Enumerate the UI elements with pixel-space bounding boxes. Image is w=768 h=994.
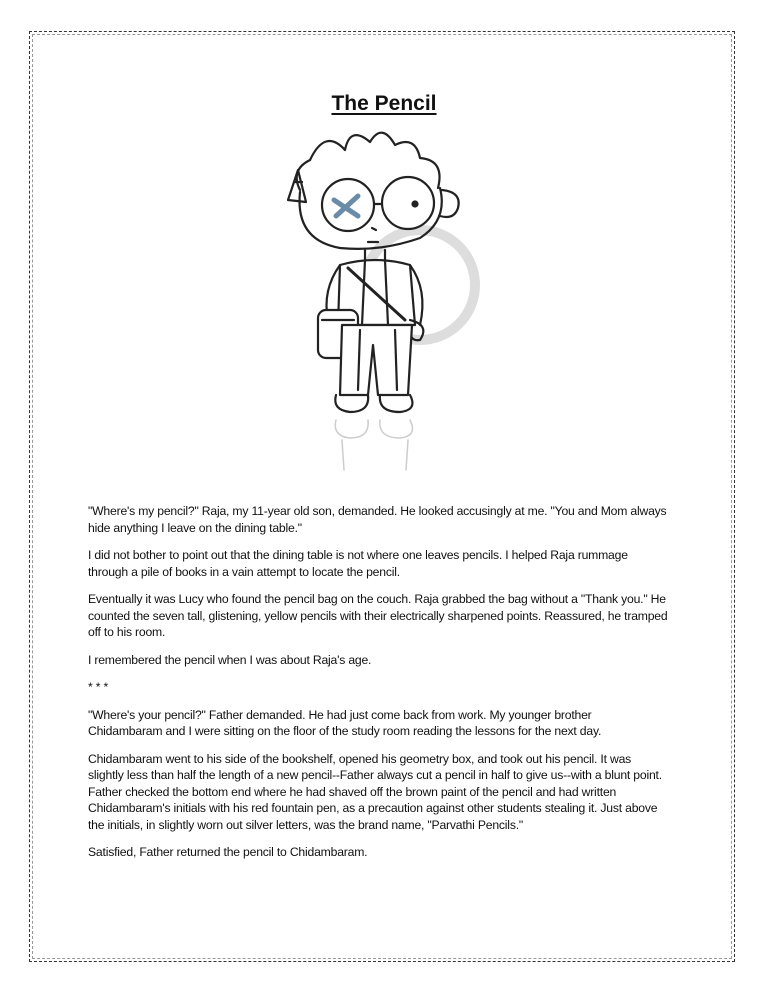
paragraph: I did not bother to point out that the dining table is not where one leaves pencils. I helped Raja rummage through a pile of books in a vain attempt to locate the pencil. xyxy=(88,548,628,579)
document-title: The Pencil xyxy=(331,92,437,115)
paragraph: Eventually it was Lucy who found the pencil bag on the couch. Raja grabbed the bag without a "Thank you." He counted the seven tall, glistening, yellow pencils with their electrically sharpened points. Reassured, he tramped off to his room. xyxy=(88,592,668,639)
paragraph: Satisfied, Father returned the pencil to Chidambaram. xyxy=(88,845,368,859)
boy-with-pencil-illustration xyxy=(270,120,500,490)
section-break: * * * xyxy=(88,680,109,694)
paragraph: "Where's your pencil?" Father demanded. He had just come back from work. My younger brother Chidambaram and I were sitting on the floor of the study room reading the lessons for the next day. xyxy=(88,707,602,738)
paragraph: I remembered the pencil when I was about Raja's age. xyxy=(88,652,372,667)
story-text xyxy=(88,503,668,872)
paragraph: "Where's my pencil?" Raja, my 11-year old son, demanded. He looked accusingly at me. "You and Mom always hide anything I leave on the dining table." xyxy=(88,504,667,535)
paragraph: Chidambaram went to his side of the bookshelf, opened his geometry box, and took out his pencil. It was slightly less than half the length of a new pencil--Father always cut a pencil in half to give us--with a blunt point. Father checked the bottom end where he had shaved off the brown paint of the pencil and had written Chidambaram's initials with his red fountain pen, as a precaution against other students stealing it. Just above the initials, in slightly worn out silver letters, was the brand name, "Parvathi Pencils." xyxy=(88,751,662,832)
